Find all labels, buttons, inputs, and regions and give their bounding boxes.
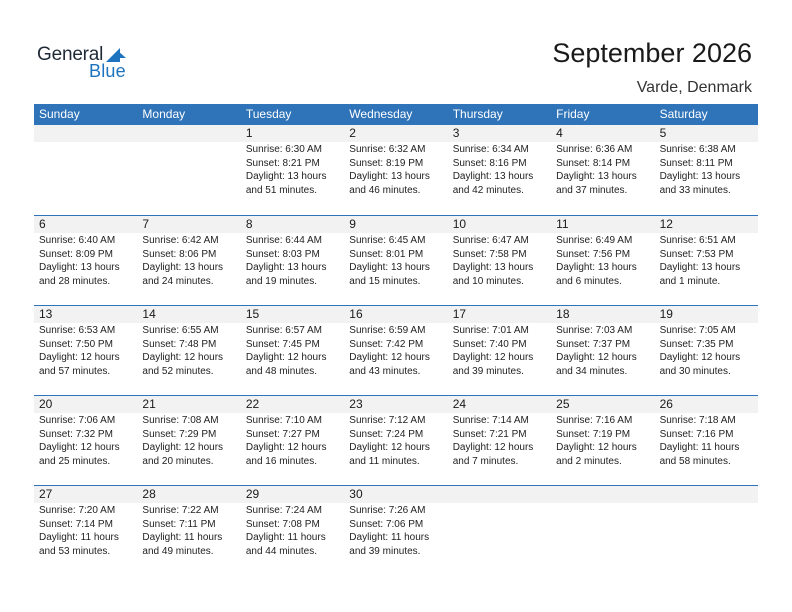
calendar-week-row [34, 305, 758, 395]
day-info [137, 413, 240, 468]
day-number: 8 [241, 216, 344, 233]
daylight-text: Daylight: 12 hours [245, 442, 327, 453]
calendar-week-row [34, 125, 758, 215]
daylight-minutes-text: and 24 minutes. [142, 275, 214, 287]
sunrise-text: Sunrise: 6:30 AM [245, 144, 322, 155]
sunrise-text: Sunrise: 7:05 AM [659, 325, 736, 336]
daylight-text: Daylight: 11 hours [349, 532, 430, 543]
daylight-text: Daylight: 12 hours [556, 352, 637, 363]
day-info [448, 413, 551, 468]
sunset-text: Sunset: 8:14 PM [556, 157, 631, 169]
day-number: 20 [34, 396, 137, 413]
day-info [655, 323, 758, 378]
day-cell [241, 486, 344, 575]
weekday-header-cell: Sunday [39, 107, 80, 121]
calendar-week-row [34, 215, 758, 305]
sunset-text: Sunset: 7:29 PM [142, 428, 217, 440]
daylight-minutes-text: and 28 minutes. [39, 275, 111, 287]
calendar-grid [34, 104, 758, 575]
daylight-minutes-text: and 11 minutes. [349, 455, 420, 467]
day-number: 18 [551, 306, 654, 323]
day-cell [344, 216, 447, 305]
sunrise-text: Sunrise: 7:08 AM [142, 415, 219, 426]
sunset-text: Sunset: 7:16 PM [659, 428, 734, 440]
daylight-minutes-text: and 46 minutes. [349, 184, 421, 196]
sunrise-text: Sunrise: 6:45 AM [349, 235, 426, 246]
sunset-text: Sunset: 7:56 PM [556, 248, 631, 260]
sunset-text: Sunset: 8:03 PM [245, 248, 320, 260]
daylight-text: Daylight: 13 hours [245, 171, 327, 182]
day-number: 13 [34, 306, 137, 323]
daylight-minutes-text: and 57 minutes. [39, 365, 111, 377]
sunrise-text: Sunrise: 6:42 AM [142, 235, 219, 246]
empty-day-cell [34, 125, 137, 215]
empty-day-cell [448, 486, 551, 575]
daylight-minutes-text: and 7 minutes. [452, 455, 519, 467]
day-info [344, 323, 447, 378]
day-cell [137, 396, 240, 485]
generalblue-logo [37, 44, 137, 84]
daylight-minutes-text: and 6 minutes. [556, 275, 622, 287]
empty-day-bar [448, 486, 551, 503]
sunrise-text: Sunrise: 7:12 AM [349, 415, 426, 426]
day-cell [344, 486, 447, 575]
day-cell [34, 306, 137, 395]
day-info [344, 413, 447, 468]
day-cell [241, 396, 344, 485]
sunrise-text: Sunrise: 7:06 AM [39, 415, 116, 426]
day-number: 16 [344, 306, 447, 323]
sunrise-text: Sunrise: 7:24 AM [245, 505, 322, 516]
day-number: 7 [137, 216, 240, 233]
day-info [551, 323, 654, 378]
daylight-minutes-text: and 37 minutes. [556, 184, 628, 196]
sunrise-text: Sunrise: 6:49 AM [556, 235, 633, 246]
daylight-text: Daylight: 12 hours [39, 442, 120, 453]
sunrise-text: Sunrise: 7:16 AM [556, 415, 633, 426]
daylight-minutes-text: and 25 minutes. [39, 455, 111, 467]
daylight-text: Daylight: 12 hours [349, 442, 430, 453]
sunrise-text: Sunrise: 6:57 AM [245, 325, 322, 336]
day-info [448, 323, 551, 378]
daylight-text: Daylight: 13 hours [556, 262, 637, 273]
daylight-text: Daylight: 11 hours [245, 532, 326, 543]
daylight-minutes-text: and 39 minutes. [349, 545, 421, 557]
daylight-minutes-text: and 2 minutes. [556, 455, 622, 467]
daylight-text: Daylight: 12 hours [349, 352, 430, 363]
day-number: 30 [344, 486, 447, 503]
empty-day-cell [655, 486, 758, 575]
daylight-minutes-text: and 52 minutes. [142, 365, 214, 377]
daylight-minutes-text: and 10 minutes. [452, 275, 524, 287]
daylight-text: Daylight: 13 hours [659, 262, 741, 273]
sunrise-text: Sunrise: 6:59 AM [349, 325, 426, 336]
sunset-text: Sunset: 7:45 PM [245, 338, 320, 350]
sunrise-text: Sunrise: 7:01 AM [452, 325, 529, 336]
sunset-text: Sunset: 7:19 PM [556, 428, 631, 440]
day-cell [551, 125, 654, 215]
sunrise-text: Sunrise: 7:10 AM [245, 415, 322, 426]
day-cell [551, 216, 654, 305]
sunrise-text: Sunrise: 6:32 AM [349, 144, 426, 155]
sunset-text: Sunset: 7:08 PM [245, 518, 320, 530]
day-info [655, 233, 758, 288]
page-title: September 2026 [552, 38, 752, 68]
calendar-weeks [34, 125, 758, 575]
day-number: 5 [655, 125, 758, 142]
sunset-text: Sunset: 7:42 PM [349, 338, 424, 350]
day-number: 11 [551, 216, 654, 233]
sunrise-text: Sunrise: 7:20 AM [39, 505, 116, 516]
sunset-text: Sunset: 8:11 PM [659, 157, 733, 169]
daylight-text: Daylight: 13 hours [452, 262, 534, 273]
day-info [34, 503, 137, 558]
sunrise-text: Sunrise: 7:03 AM [556, 325, 633, 336]
day-number: 10 [448, 216, 551, 233]
day-number: 6 [34, 216, 137, 233]
daylight-minutes-text: and 1 minute. [659, 275, 721, 287]
day-info [655, 142, 758, 197]
day-info [241, 503, 344, 558]
day-number: 21 [137, 396, 240, 413]
weekday-header [34, 104, 758, 125]
day-cell [137, 216, 240, 305]
day-cell [448, 306, 551, 395]
day-number: 23 [344, 396, 447, 413]
daylight-text: Daylight: 13 hours [39, 262, 120, 273]
daylight-minutes-text: and 58 minutes. [659, 455, 731, 467]
daylight-minutes-text: and 19 minutes. [245, 275, 318, 287]
day-cell [448, 216, 551, 305]
weekday-header-cell: Thursday [452, 107, 503, 121]
day-number: 3 [448, 125, 551, 142]
daylight-minutes-text: and 15 minutes. [349, 275, 421, 287]
day-info [34, 413, 137, 468]
daylight-minutes-text: and 20 minutes. [142, 455, 214, 467]
day-cell [34, 216, 137, 305]
daylight-text: Daylight: 13 hours [349, 262, 430, 273]
sunset-text: Sunset: 7:27 PM [245, 428, 320, 440]
sunset-text: Sunset: 7:53 PM [659, 248, 734, 260]
sunset-text: Sunset: 8:06 PM [142, 248, 217, 260]
day-number: 15 [241, 306, 344, 323]
day-number: 27 [34, 486, 137, 503]
day-cell [551, 306, 654, 395]
calendar-week-row [34, 395, 758, 485]
sunset-text: Sunset: 7:48 PM [142, 338, 217, 350]
day-cell [137, 306, 240, 395]
day-number: 26 [655, 396, 758, 413]
daylight-minutes-text: and 44 minutes. [245, 545, 318, 557]
day-cell [137, 486, 240, 575]
day-info [551, 142, 654, 197]
daylight-text: Daylight: 13 hours [349, 171, 430, 182]
day-number: 24 [448, 396, 551, 413]
sunset-text: Sunset: 7:32 PM [39, 428, 113, 440]
calendar-week-row [34, 485, 758, 575]
day-number: 9 [344, 216, 447, 233]
sunset-text: Sunset: 7:21 PM [452, 428, 527, 440]
daylight-text: Daylight: 12 hours [659, 352, 741, 363]
sunset-text: Sunset: 7:58 PM [452, 248, 527, 260]
daylight-minutes-text: and 33 minutes. [659, 184, 731, 196]
weekday-header-cell: Friday [556, 107, 590, 121]
day-cell [655, 306, 758, 395]
day-info [344, 233, 447, 288]
day-cell [34, 486, 137, 575]
sunset-text: Sunset: 8:21 PM [245, 157, 320, 169]
daylight-text: Daylight: 13 hours [245, 262, 327, 273]
day-info [34, 323, 137, 378]
empty-day-bar [551, 486, 654, 503]
sunrise-text: Sunrise: 7:22 AM [142, 505, 219, 516]
day-cell [241, 125, 344, 215]
empty-day-bar [655, 486, 758, 503]
sunset-text: Sunset: 7:35 PM [659, 338, 734, 350]
day-info [448, 233, 551, 288]
daylight-minutes-text: and 34 minutes. [556, 365, 628, 377]
sunrise-text: Sunrise: 7:18 AM [659, 415, 736, 426]
day-cell [344, 396, 447, 485]
weekday-header-cell: Tuesday [245, 107, 292, 121]
location-label: Varde, Denmark [636, 79, 752, 96]
day-number: 12 [655, 216, 758, 233]
sunrise-text: Sunrise: 6:34 AM [452, 144, 529, 155]
day-info [241, 413, 344, 468]
daylight-minutes-text: and 51 minutes. [245, 184, 318, 196]
day-number: 17 [448, 306, 551, 323]
day-info [448, 142, 551, 197]
weekday-header-cell: Wednesday [349, 107, 413, 121]
day-number: 25 [551, 396, 654, 413]
empty-day-cell [551, 486, 654, 575]
day-number: 14 [137, 306, 240, 323]
daylight-text: Daylight: 12 hours [556, 442, 637, 453]
sunrise-text: Sunrise: 6:36 AM [556, 144, 633, 155]
sunrise-text: Sunrise: 6:51 AM [659, 235, 736, 246]
sunrise-text: Sunrise: 6:40 AM [39, 235, 116, 246]
daylight-minutes-text: and 48 minutes. [245, 365, 318, 377]
day-cell [344, 306, 447, 395]
day-cell [655, 396, 758, 485]
sunrise-text: Sunrise: 7:14 AM [452, 415, 529, 426]
sunrise-text: Sunrise: 6:55 AM [142, 325, 219, 336]
day-cell [655, 125, 758, 215]
daylight-text: Daylight: 11 hours [659, 442, 740, 453]
day-info [241, 142, 344, 197]
sunrise-text: Sunrise: 6:47 AM [452, 235, 529, 246]
day-info [241, 323, 344, 378]
day-cell [448, 396, 551, 485]
daylight-minutes-text: and 43 minutes. [349, 365, 421, 377]
daylight-text: Daylight: 11 hours [142, 532, 223, 543]
day-cell [241, 306, 344, 395]
daylight-text: Daylight: 13 hours [452, 171, 534, 182]
day-info [344, 142, 447, 197]
daylight-text: Daylight: 12 hours [142, 352, 224, 363]
day-cell [344, 125, 447, 215]
sunset-text: Sunset: 7:40 PM [452, 338, 527, 350]
daylight-text: Daylight: 12 hours [39, 352, 120, 363]
weekday-header-cell: Saturday [659, 107, 708, 121]
daylight-minutes-text: and 42 minutes. [452, 184, 524, 196]
daylight-minutes-text: and 30 minutes. [659, 365, 731, 377]
daylight-minutes-text: and 16 minutes. [245, 455, 318, 467]
daylight-text: Daylight: 13 hours [659, 171, 741, 182]
daylight-text: Daylight: 12 hours [452, 352, 534, 363]
day-number: 19 [655, 306, 758, 323]
logo-text-blue: Blue [89, 61, 126, 81]
logo-text-general: General [37, 44, 104, 65]
empty-day-bar [34, 125, 137, 142]
sunrise-text: Sunrise: 6:44 AM [245, 235, 322, 246]
daylight-text: Daylight: 12 hours [452, 442, 534, 453]
day-cell [655, 216, 758, 305]
daylight-minutes-text: and 53 minutes. [39, 545, 111, 557]
day-info [137, 233, 240, 288]
daylight-text: Daylight: 13 hours [556, 171, 637, 182]
daylight-text: Daylight: 13 hours [142, 262, 224, 273]
sunset-text: Sunset: 7:11 PM [142, 518, 216, 530]
sunrise-text: Sunrise: 6:38 AM [659, 144, 736, 155]
daylight-text: Daylight: 12 hours [142, 442, 224, 453]
sunset-text: Sunset: 7:06 PM [349, 518, 424, 530]
sunset-text: Sunset: 7:37 PM [556, 338, 631, 350]
day-info [551, 233, 654, 288]
empty-day-cell [137, 125, 240, 215]
day-number: 4 [551, 125, 654, 142]
sunset-text: Sunset: 7:14 PM [39, 518, 113, 530]
day-info [241, 233, 344, 288]
day-number: 2 [344, 125, 447, 142]
daylight-text: Daylight: 12 hours [245, 352, 327, 363]
sunrise-text: Sunrise: 6:53 AM [39, 325, 116, 336]
day-cell [241, 216, 344, 305]
daylight-text: Daylight: 11 hours [39, 532, 119, 543]
daylight-minutes-text: and 39 minutes. [452, 365, 524, 377]
day-info [344, 503, 447, 558]
day-info [34, 233, 137, 288]
daylight-minutes-text: and 49 minutes. [142, 545, 214, 557]
sunset-text: Sunset: 8:01 PM [349, 248, 424, 260]
sunset-text: Sunset: 8:19 PM [349, 157, 424, 169]
sunset-text: Sunset: 7:50 PM [39, 338, 113, 350]
day-number: 22 [241, 396, 344, 413]
sunset-text: Sunset: 8:09 PM [39, 248, 113, 260]
day-info [655, 413, 758, 468]
empty-day-bar [137, 125, 240, 142]
day-cell [448, 125, 551, 215]
day-info [137, 323, 240, 378]
day-number: 1 [241, 125, 344, 142]
weekday-header-cell: Monday [142, 107, 186, 121]
day-cell [34, 396, 137, 485]
day-cell [551, 396, 654, 485]
sunset-text: Sunset: 7:24 PM [349, 428, 424, 440]
sunrise-text: Sunrise: 7:26 AM [349, 505, 426, 516]
day-number: 29 [241, 486, 344, 503]
day-info [551, 413, 654, 468]
day-number: 28 [137, 486, 240, 503]
day-info [137, 503, 240, 558]
sunset-text: Sunset: 8:16 PM [452, 157, 527, 169]
